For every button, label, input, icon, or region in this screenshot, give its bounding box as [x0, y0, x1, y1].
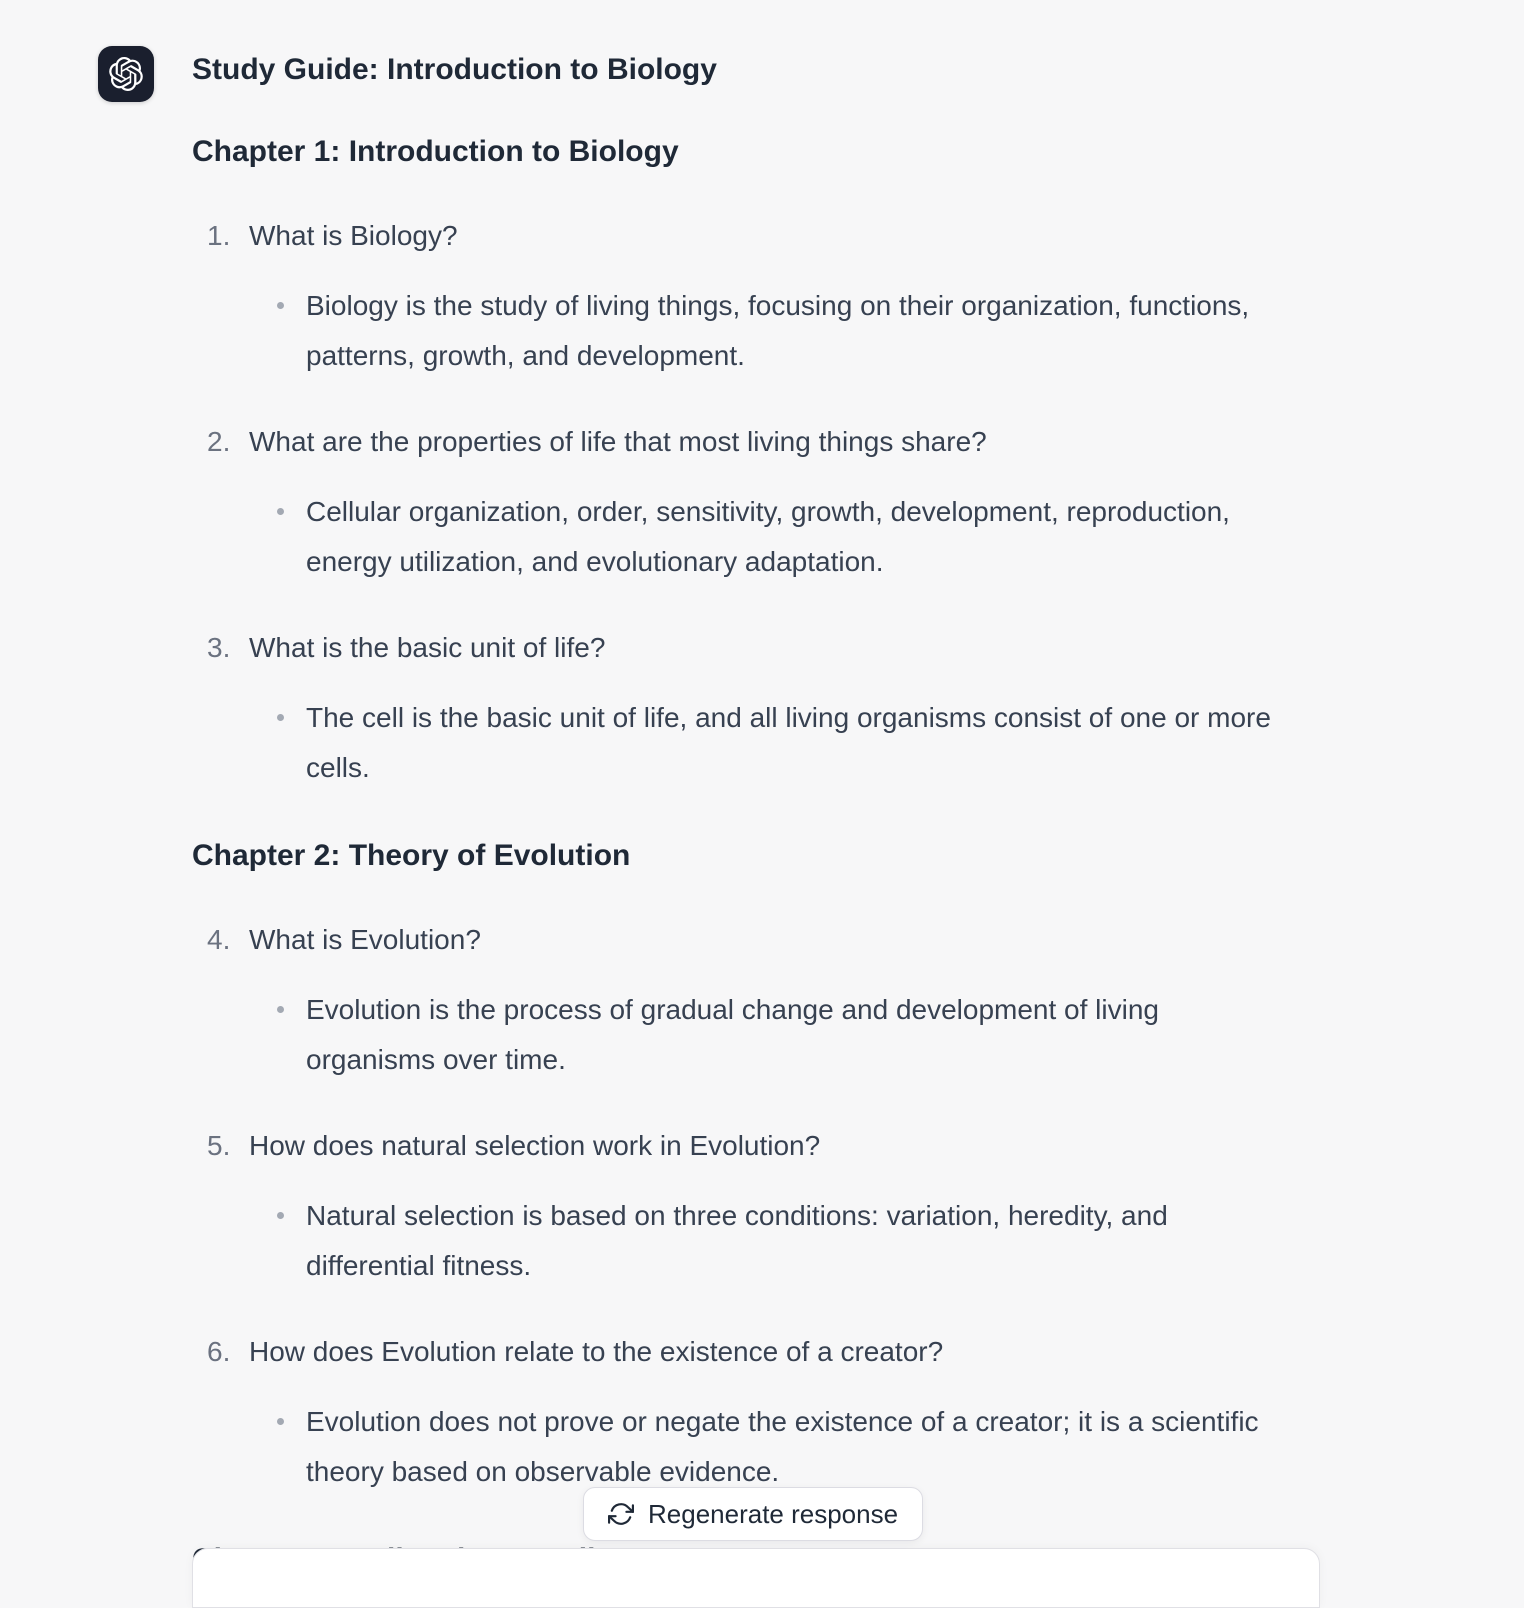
- chatgpt-avatar: [98, 46, 154, 102]
- item-number: 6.: [207, 1336, 231, 1367]
- bullet-icon: [277, 302, 284, 309]
- question-text: How does natural selection work in Evolution?: [249, 1130, 821, 1161]
- bullet-icon: [277, 1212, 284, 1219]
- answer-text: The cell is the basic unit of life, and all living organisms consist of one or more cells.: [306, 693, 1342, 793]
- question-text: What is the basic unit of life?: [249, 632, 606, 663]
- answer-text: Biology is the study of living things, focusing on their organization, functions, patterns, growth, and development.: [306, 281, 1342, 381]
- list-item: [192, 417, 1342, 587]
- question-list: [192, 915, 1342, 1497]
- answer-text: Cellular organization, order, sensitivity, growth, development, reproduction, energy utilization, and evolutionary adaptation.: [306, 487, 1342, 587]
- question-text: What is Biology?: [249, 220, 458, 251]
- list-item: [192, 623, 1342, 793]
- question-text: What are the properties of life that most living things share?: [249, 426, 987, 457]
- bullet-icon: [277, 1418, 284, 1425]
- list-item: [192, 1327, 1342, 1497]
- section-heading-chapter-1: Chapter 1: Introduction to Biology: [192, 135, 679, 168]
- question-text: What is Evolution?: [249, 924, 481, 955]
- refresh-icon: [608, 1501, 634, 1527]
- bullet-icon: [277, 714, 284, 721]
- page-title: Study Guide: Introduction to Biology: [192, 53, 717, 86]
- section-heading-chapter-2: Chapter 2: Theory of Evolution: [192, 839, 631, 872]
- input-panel[interactable]: [192, 1548, 1320, 1608]
- assistant-message: [192, 51, 1342, 1579]
- list-item: [192, 915, 1342, 1085]
- item-number: 3.: [207, 632, 231, 663]
- regenerate-button[interactable]: [583, 1487, 923, 1541]
- regenerate-button-label: Regenerate response: [648, 1498, 899, 1529]
- list-item: [192, 1121, 1342, 1291]
- item-number: 5.: [207, 1130, 231, 1161]
- question-list: [192, 211, 1342, 793]
- bullet-icon: [277, 508, 284, 515]
- answer-text: Evolution does not prove or negate the existence of a creator; it is a scientific theory based on observable evidence.: [306, 1397, 1342, 1497]
- openai-logo-icon: [109, 57, 143, 91]
- list-item: [192, 211, 1342, 381]
- answer-text: Natural selection is based on three conditions: variation, heredity, and differential fitness.: [306, 1191, 1342, 1291]
- item-number: 2.: [207, 426, 231, 457]
- item-number: 4.: [207, 924, 231, 955]
- item-number: 1.: [207, 220, 231, 251]
- question-text: How does Evolution relate to the existence of a creator?: [249, 1336, 944, 1367]
- answer-text: Evolution is the process of gradual change and development of living organisms over time.: [306, 985, 1342, 1085]
- bullet-icon: [277, 1006, 284, 1013]
